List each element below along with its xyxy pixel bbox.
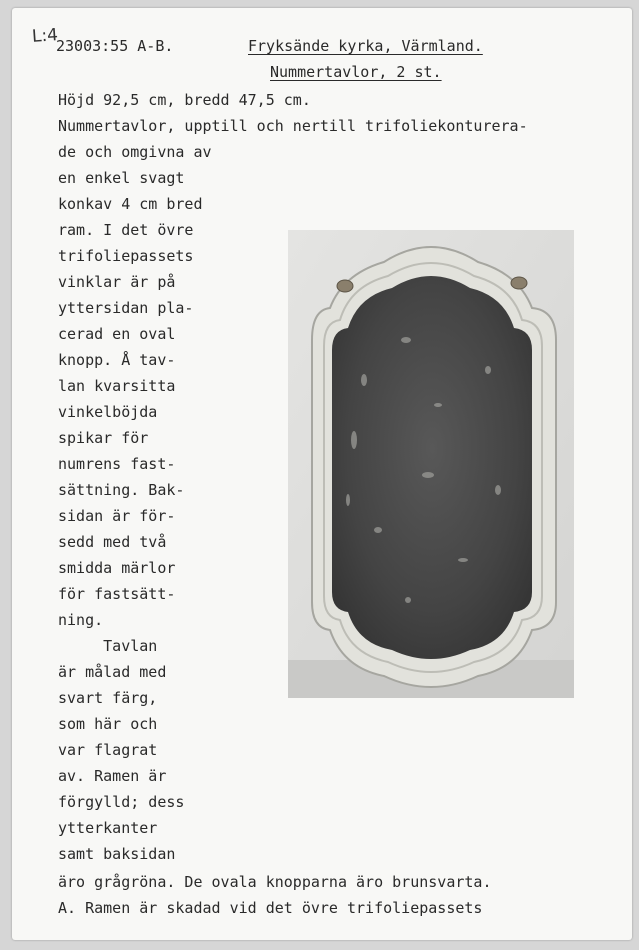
body-line: cerad en oval [58, 325, 176, 343]
body-line: ning. [58, 611, 104, 629]
body-line: numrens fast- [58, 455, 176, 473]
card-title: Fryksände kyrka, Värmland. [248, 37, 483, 55]
inventory-number: 23003:55 A-B. [56, 37, 174, 55]
body-line: en enkel svagt [58, 169, 185, 187]
body-line: vinklar är på [58, 273, 176, 291]
body-line: knopp. Å tav- [58, 351, 176, 369]
right-oval-knob [511, 277, 527, 289]
dimensions-line: Höjd 92,5 cm, bredd 47,5 cm. [58, 91, 311, 109]
body-line: sidan är för- [58, 507, 176, 525]
body-line: samt baksidan [58, 845, 176, 863]
body-line: de och omgivna av [58, 143, 212, 161]
body-line: ram. I det övre [58, 221, 194, 239]
body-line: spikar för [58, 429, 149, 447]
number-board-photo [288, 230, 574, 698]
body-line: sedd med två [58, 533, 167, 551]
body-line: smidda märlor [58, 559, 176, 577]
body-line: av. Ramen är [58, 767, 167, 785]
card-subtitle: Nummertavlor, 2 st. [270, 63, 442, 81]
body-line: Tavlan [58, 637, 158, 655]
body-line: sättning. Bak- [58, 481, 185, 499]
body-line: ytterkanter [58, 819, 158, 837]
body-line: var flagrat [58, 741, 158, 759]
body-line: är målad med [58, 663, 167, 681]
body-line: svart färg, [58, 689, 158, 707]
black-painted-board [332, 276, 532, 659]
left-oval-knob [337, 280, 353, 292]
body-line: lan kvarsitta [58, 377, 176, 395]
body-line: yttersidan pla- [58, 299, 194, 317]
body-line: trifoliepassets [58, 247, 194, 265]
body-line: Nummertavlor, upptill och nertill trifoliekonturera- [58, 117, 528, 135]
body-line: A. Ramen är skadad vid det övre trifoliepassets [58, 899, 483, 917]
body-line: vinkelböjda [58, 403, 158, 421]
body-line: för fastsätt- [58, 585, 176, 603]
handwritten-code: L:4 [31, 25, 59, 47]
body-line: äro grågröna. De ovala knopparna äro brunsvarta. [58, 873, 492, 891]
body-line: som här och [58, 715, 158, 733]
body-line: förgylld; dess [58, 793, 185, 811]
body-line: konkav 4 cm bred [58, 195, 203, 213]
